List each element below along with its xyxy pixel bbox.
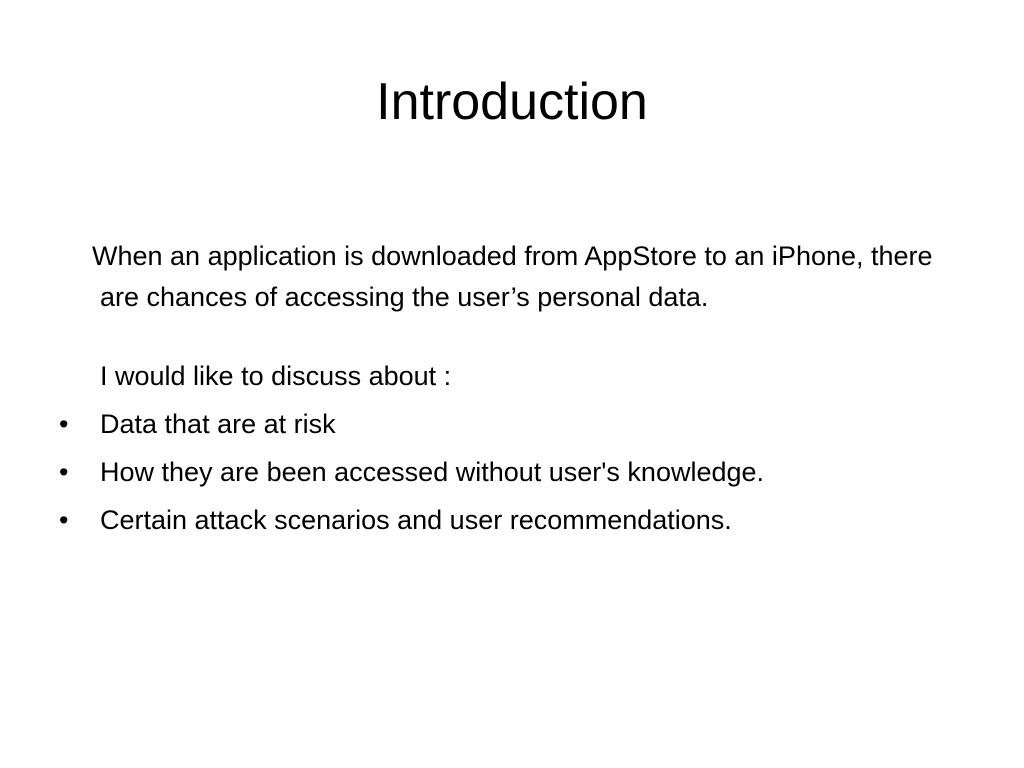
- discussion-list: [56, 404, 936, 541]
- list-item-text: How they are been accessed without user's knowledge.: [100, 457, 765, 487]
- list-item-text: Certain attack scenarios and user recommendations.: [100, 505, 732, 535]
- intro-paragraph: When an application is downloaded from AppStore to an iPhone, there are chances of accessing the user’s personal data.: [92, 241, 933, 312]
- list-item-text: Data that are at risk: [100, 409, 336, 439]
- list-item: [56, 500, 936, 541]
- bullet-icon: •: [59, 505, 69, 535]
- paragraph-spacer: [56, 318, 936, 356]
- discussion-lead: I would like to discuss about :: [100, 361, 452, 391]
- bullet-icon: •: [59, 409, 69, 439]
- slide-title: Introduction: [376, 73, 648, 131]
- bullet-icon: •: [59, 457, 69, 487]
- slide-body: [56, 236, 936, 548]
- list-item: [56, 452, 936, 493]
- list-item: [56, 404, 936, 445]
